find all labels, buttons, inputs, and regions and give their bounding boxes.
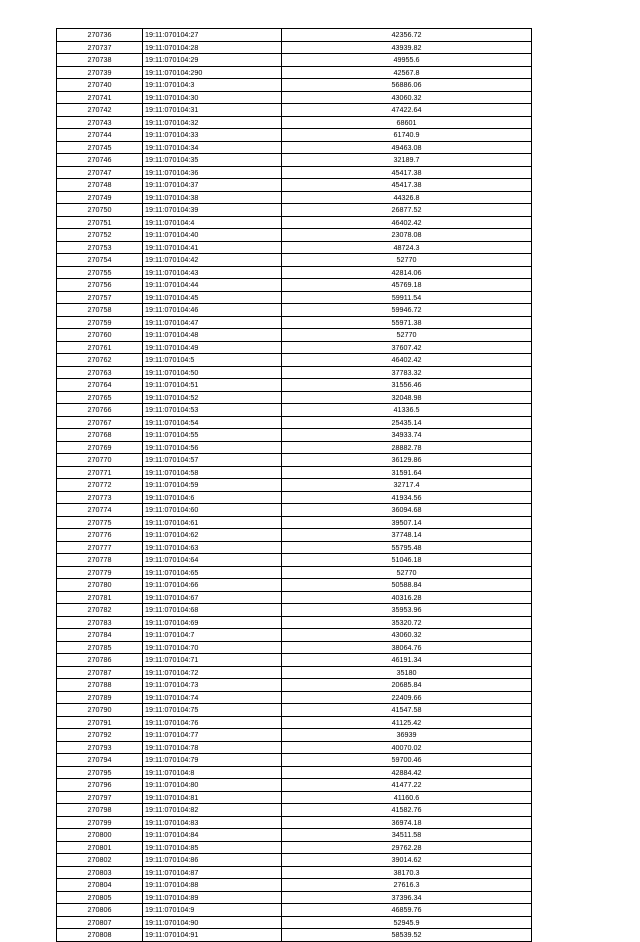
table-row (57, 541, 532, 554)
cadastral-number-cell: 19:11:070104:6 (143, 491, 282, 504)
row-id-cell: 270756 (57, 279, 143, 292)
value-cell: 49955.6 (282, 54, 532, 67)
table-row (57, 454, 532, 467)
table-row (57, 491, 532, 504)
row-id-cell: 270770 (57, 454, 143, 467)
value-cell: 38170.3 (282, 866, 532, 879)
cadastral-number-cell: 19:11:070104:87 (143, 866, 282, 879)
cadastral-number-cell: 19:11:070104:89 (143, 891, 282, 904)
row-id-cell: 270783 (57, 616, 143, 629)
row-id-cell: 270787 (57, 666, 143, 679)
row-id-cell: 270773 (57, 491, 143, 504)
cadastral-number-cell: 19:11:070104:47 (143, 316, 282, 329)
cadastral-number-cell: 19:11:070104:60 (143, 504, 282, 517)
table-row (57, 816, 532, 829)
value-cell: 43939.82 (282, 41, 532, 54)
value-cell: 41477.22 (282, 779, 532, 792)
cadastral-number-cell: 19:11:070104:74 (143, 691, 282, 704)
table-row (57, 241, 532, 254)
row-id-cell: 270736 (57, 29, 143, 42)
table-row (57, 891, 532, 904)
table-row (57, 166, 532, 179)
value-cell: 48724.3 (282, 241, 532, 254)
value-cell: 40316.28 (282, 591, 532, 604)
row-id-cell: 270808 (57, 929, 143, 942)
table-row (57, 879, 532, 892)
row-id-cell: 270746 (57, 154, 143, 167)
cadastral-number-cell: 19:11:070104:68 (143, 604, 282, 617)
row-id-cell: 270795 (57, 766, 143, 779)
value-cell: 39014.62 (282, 854, 532, 867)
row-id-cell: 270765 (57, 391, 143, 404)
value-cell: 51046.18 (282, 554, 532, 567)
table-row (57, 129, 532, 142)
row-id-cell: 270775 (57, 516, 143, 529)
table-row (57, 141, 532, 154)
value-cell: 43060.32 (282, 91, 532, 104)
value-cell: 35320.72 (282, 616, 532, 629)
table-row (57, 516, 532, 529)
table-row (57, 654, 532, 667)
value-cell: 59700.46 (282, 754, 532, 767)
row-id-cell: 270742 (57, 104, 143, 117)
row-id-cell: 270757 (57, 291, 143, 304)
row-id-cell: 270749 (57, 191, 143, 204)
cadastral-number-cell: 19:11:070104:27 (143, 29, 282, 42)
value-cell: 44326.8 (282, 191, 532, 204)
table-row (57, 304, 532, 317)
value-cell: 46859.76 (282, 904, 532, 917)
value-cell: 37396.34 (282, 891, 532, 904)
value-cell: 41336.5 (282, 404, 532, 417)
row-id-cell: 270738 (57, 54, 143, 67)
value-cell: 22409.66 (282, 691, 532, 704)
table-row (57, 466, 532, 479)
row-id-cell: 270748 (57, 179, 143, 192)
value-cell: 31591.64 (282, 466, 532, 479)
value-cell: 26877.52 (282, 204, 532, 217)
table-row (57, 116, 532, 129)
row-id-cell: 270800 (57, 829, 143, 842)
table-row (57, 904, 532, 917)
row-id-cell: 270801 (57, 841, 143, 854)
row-id-cell: 270743 (57, 116, 143, 129)
table-row (57, 354, 532, 367)
cadastral-number-cell: 19:11:070104:70 (143, 641, 282, 654)
row-id-cell: 270776 (57, 529, 143, 542)
table-row (57, 79, 532, 92)
table-row (57, 791, 532, 804)
table-row (57, 216, 532, 229)
cadastral-number-cell: 19:11:070104:7 (143, 629, 282, 642)
value-cell: 42814.06 (282, 266, 532, 279)
row-id-cell: 270741 (57, 91, 143, 104)
row-id-cell: 270769 (57, 441, 143, 454)
value-cell: 41125.42 (282, 716, 532, 729)
value-cell: 59911.54 (282, 291, 532, 304)
row-id-cell: 270771 (57, 466, 143, 479)
value-cell: 36974.18 (282, 816, 532, 829)
value-cell: 40070.02 (282, 741, 532, 754)
table-row (57, 579, 532, 592)
row-id-cell: 270737 (57, 41, 143, 54)
table-row (57, 316, 532, 329)
value-cell: 36094.68 (282, 504, 532, 517)
cadastral-number-cell: 19:11:070104:28 (143, 41, 282, 54)
cadastral-number-cell: 19:11:070104:83 (143, 816, 282, 829)
row-id-cell: 270744 (57, 129, 143, 142)
cadastral-number-cell: 19:11:070104:51 (143, 379, 282, 392)
row-id-cell: 270797 (57, 791, 143, 804)
row-id-cell: 270791 (57, 716, 143, 729)
cadastral-number-cell: 19:11:070104:46 (143, 304, 282, 317)
row-id-cell: 270780 (57, 579, 143, 592)
value-cell: 32048.98 (282, 391, 532, 404)
cadastral-number-cell: 19:11:070104:43 (143, 266, 282, 279)
table-row (57, 404, 532, 417)
cadastral-number-cell: 19:11:070104:78 (143, 741, 282, 754)
table-row (57, 604, 532, 617)
cadastral-number-cell: 19:11:070104:63 (143, 541, 282, 554)
cadastral-number-cell: 19:11:070104:33 (143, 129, 282, 142)
table-row (57, 929, 532, 942)
table-row (57, 29, 532, 42)
value-cell: 39507.14 (282, 516, 532, 529)
value-cell: 52770 (282, 254, 532, 267)
value-cell: 45417.38 (282, 179, 532, 192)
row-id-cell: 270740 (57, 79, 143, 92)
cadastral-number-cell: 19:11:070104:64 (143, 554, 282, 567)
cadastral-number-cell: 19:11:070104:36 (143, 166, 282, 179)
cadastral-number-cell: 19:11:070104:90 (143, 916, 282, 929)
value-cell: 56886.06 (282, 79, 532, 92)
row-id-cell: 270745 (57, 141, 143, 154)
table-row (57, 266, 532, 279)
value-cell: 58539.52 (282, 929, 532, 942)
row-id-cell: 270751 (57, 216, 143, 229)
cadastral-number-cell: 19:11:070104:8 (143, 766, 282, 779)
value-cell: 25435.14 (282, 416, 532, 429)
cadastral-number-cell: 19:11:070104:84 (143, 829, 282, 842)
value-cell: 68601 (282, 116, 532, 129)
cadastral-number-cell: 19:11:070104:69 (143, 616, 282, 629)
table-row (57, 441, 532, 454)
cadastral-number-cell: 19:11:070104:58 (143, 466, 282, 479)
row-id-cell: 270805 (57, 891, 143, 904)
row-id-cell: 270781 (57, 591, 143, 604)
table-row (57, 91, 532, 104)
value-cell: 42567.8 (282, 66, 532, 79)
table-row (57, 229, 532, 242)
table-row (57, 104, 532, 117)
value-cell: 52770 (282, 566, 532, 579)
table-row (57, 191, 532, 204)
table-row (57, 629, 532, 642)
cadastral-number-cell: 19:11:070104:30 (143, 91, 282, 104)
row-id-cell: 270774 (57, 504, 143, 517)
value-cell: 34511.58 (282, 829, 532, 842)
value-cell: 31556.46 (282, 379, 532, 392)
table-row (57, 341, 532, 354)
row-id-cell: 270789 (57, 691, 143, 704)
table-row (57, 154, 532, 167)
row-id-cell: 270777 (57, 541, 143, 554)
table-row (57, 429, 532, 442)
value-cell: 32189.7 (282, 154, 532, 167)
value-cell: 52770 (282, 329, 532, 342)
table-row (57, 754, 532, 767)
table-row (57, 66, 532, 79)
value-cell: 32717.4 (282, 479, 532, 492)
table-row (57, 366, 532, 379)
row-id-cell: 270799 (57, 816, 143, 829)
cadastral-number-cell: 19:11:070104:61 (143, 516, 282, 529)
row-id-cell: 270747 (57, 166, 143, 179)
row-id-cell: 270793 (57, 741, 143, 754)
value-cell: 61740.9 (282, 129, 532, 142)
value-cell: 45417.38 (282, 166, 532, 179)
cadastral-number-cell: 19:11:070104:39 (143, 204, 282, 217)
cadastral-number-cell: 19:11:070104:66 (143, 579, 282, 592)
value-cell: 37783.32 (282, 366, 532, 379)
value-cell: 36939 (282, 729, 532, 742)
value-cell: 41547.58 (282, 704, 532, 717)
row-id-cell: 270739 (57, 66, 143, 79)
row-id-cell: 270758 (57, 304, 143, 317)
value-cell: 50588.84 (282, 579, 532, 592)
row-id-cell: 270760 (57, 329, 143, 342)
table-row (57, 854, 532, 867)
table-row (57, 804, 532, 817)
cadastral-number-cell: 19:11:070104:62 (143, 529, 282, 542)
table-row (57, 779, 532, 792)
cadastral-number-cell: 19:11:070104:40 (143, 229, 282, 242)
cadastral-number-cell: 19:11:070104:42 (143, 254, 282, 267)
table-row (57, 704, 532, 717)
row-id-cell: 270807 (57, 916, 143, 929)
row-id-cell: 270796 (57, 779, 143, 792)
row-id-cell: 270788 (57, 679, 143, 692)
value-cell: 42884.42 (282, 766, 532, 779)
cadastral-number-cell: 19:11:070104:91 (143, 929, 282, 942)
cadastral-number-cell: 19:11:070104:71 (143, 654, 282, 667)
cadastral-number-cell: 19:11:070104:76 (143, 716, 282, 729)
value-cell: 52945.9 (282, 916, 532, 929)
value-cell: 45769.18 (282, 279, 532, 292)
table-row (57, 504, 532, 517)
cadastral-number-cell: 19:11:070104:54 (143, 416, 282, 429)
table-row (57, 391, 532, 404)
table-row (57, 41, 532, 54)
cadastral-number-cell: 19:11:070104:290 (143, 66, 282, 79)
value-cell: 35180 (282, 666, 532, 679)
table-row (57, 741, 532, 754)
cadastral-number-cell: 19:11:070104:4 (143, 216, 282, 229)
cadastral-number-cell: 19:11:070104:81 (143, 791, 282, 804)
value-cell: 38064.76 (282, 641, 532, 654)
cadastral-number-cell: 19:11:070104:48 (143, 329, 282, 342)
row-id-cell: 270782 (57, 604, 143, 617)
table-row (57, 566, 532, 579)
row-id-cell: 270792 (57, 729, 143, 742)
row-id-cell: 270806 (57, 904, 143, 917)
value-cell: 46402.42 (282, 216, 532, 229)
cadastral-number-cell: 19:11:070104:72 (143, 666, 282, 679)
value-cell: 59946.72 (282, 304, 532, 317)
table-row (57, 766, 532, 779)
table-row (57, 479, 532, 492)
cadastral-number-cell: 19:11:070104:41 (143, 241, 282, 254)
value-cell: 37748.14 (282, 529, 532, 542)
table-row (57, 841, 532, 854)
cadastral-number-cell: 19:11:070104:73 (143, 679, 282, 692)
value-cell: 27616.3 (282, 879, 532, 892)
row-id-cell: 270763 (57, 366, 143, 379)
cadastral-number-cell: 19:11:070104:67 (143, 591, 282, 604)
row-id-cell: 270761 (57, 341, 143, 354)
table-row (57, 416, 532, 429)
value-cell: 35953.96 (282, 604, 532, 617)
cadastral-number-cell: 19:11:070104:53 (143, 404, 282, 417)
table-row (57, 616, 532, 629)
cadastral-number-cell: 19:11:070104:45 (143, 291, 282, 304)
cadastral-number-cell: 19:11:070104:52 (143, 391, 282, 404)
table-row (57, 591, 532, 604)
value-cell: 43060.32 (282, 629, 532, 642)
row-id-cell: 270764 (57, 379, 143, 392)
cadastral-number-cell: 19:11:070104:85 (143, 841, 282, 854)
row-id-cell: 270804 (57, 879, 143, 892)
cadastral-number-cell: 19:11:070104:32 (143, 116, 282, 129)
cadastral-number-cell: 19:11:070104:75 (143, 704, 282, 717)
table-row (57, 179, 532, 192)
value-cell: 55795.48 (282, 541, 532, 554)
table-row (57, 204, 532, 217)
row-id-cell: 270752 (57, 229, 143, 242)
cadastral-number-cell: 19:11:070104:57 (143, 454, 282, 467)
cadastral-number-cell: 19:11:070104:55 (143, 429, 282, 442)
row-id-cell: 270750 (57, 204, 143, 217)
cadastral-number-cell: 19:11:070104:29 (143, 54, 282, 67)
value-cell: 41160.6 (282, 791, 532, 804)
table-row (57, 379, 532, 392)
cadastral-number-cell: 19:11:070104:79 (143, 754, 282, 767)
row-id-cell: 270766 (57, 404, 143, 417)
cadastral-number-cell: 19:11:070104:5 (143, 354, 282, 367)
row-id-cell: 270803 (57, 866, 143, 879)
value-cell: 47422.64 (282, 104, 532, 117)
row-id-cell: 270767 (57, 416, 143, 429)
row-id-cell: 270768 (57, 429, 143, 442)
table-row (57, 329, 532, 342)
cadastral-number-cell: 19:11:070104:9 (143, 904, 282, 917)
table-row (57, 279, 532, 292)
table-row (57, 829, 532, 842)
table-row (57, 916, 532, 929)
cadastral-number-cell: 19:11:070104:3 (143, 79, 282, 92)
table-row (57, 666, 532, 679)
value-cell: 36129.86 (282, 454, 532, 467)
value-cell: 20685.84 (282, 679, 532, 692)
cadastral-number-cell: 19:11:070104:65 (143, 566, 282, 579)
cadastral-number-cell: 19:11:070104:80 (143, 779, 282, 792)
table-row (57, 254, 532, 267)
cadastral-number-cell: 19:11:070104:38 (143, 191, 282, 204)
row-id-cell: 270785 (57, 641, 143, 654)
value-cell: 37607.42 (282, 341, 532, 354)
row-id-cell: 270778 (57, 554, 143, 567)
row-id-cell: 270794 (57, 754, 143, 767)
value-cell: 41934.56 (282, 491, 532, 504)
row-id-cell: 270784 (57, 629, 143, 642)
row-id-cell: 270802 (57, 854, 143, 867)
cadastral-number-cell: 19:11:070104:88 (143, 879, 282, 892)
row-id-cell: 270779 (57, 566, 143, 579)
value-cell: 46402.42 (282, 354, 532, 367)
cadastral-number-cell: 19:11:070104:49 (143, 341, 282, 354)
cadastral-number-cell: 19:11:070104:31 (143, 104, 282, 117)
row-id-cell: 270786 (57, 654, 143, 667)
table-body (57, 29, 532, 942)
cadastral-number-cell: 19:11:070104:37 (143, 179, 282, 192)
row-id-cell: 270755 (57, 266, 143, 279)
value-cell: 46191.34 (282, 654, 532, 667)
table-row (57, 866, 532, 879)
row-id-cell: 270753 (57, 241, 143, 254)
cadastral-number-cell: 19:11:070104:50 (143, 366, 282, 379)
row-id-cell: 270759 (57, 316, 143, 329)
cadastral-number-cell: 19:11:070104:35 (143, 154, 282, 167)
table-row (57, 716, 532, 729)
value-cell: 55971.38 (282, 316, 532, 329)
table-row (57, 529, 532, 542)
table-row (57, 54, 532, 67)
cadastral-number-cell: 19:11:070104:86 (143, 854, 282, 867)
row-id-cell: 270762 (57, 354, 143, 367)
cadastral-number-cell: 19:11:070104:56 (143, 441, 282, 454)
cadastral-number-cell: 19:11:070104:44 (143, 279, 282, 292)
cadastral-number-cell: 19:11:070104:77 (143, 729, 282, 742)
value-cell: 34933.74 (282, 429, 532, 442)
table-row (57, 641, 532, 654)
table-row (57, 729, 532, 742)
row-id-cell: 270798 (57, 804, 143, 817)
value-cell: 23078.08 (282, 229, 532, 242)
cadastral-number-cell: 19:11:070104:34 (143, 141, 282, 154)
row-id-cell: 270790 (57, 704, 143, 717)
value-cell: 41582.76 (282, 804, 532, 817)
table-row (57, 554, 532, 567)
table-row (57, 679, 532, 692)
cadastral-number-cell: 19:11:070104:82 (143, 804, 282, 817)
value-cell: 29762.28 (282, 841, 532, 854)
value-cell: 42356.72 (282, 29, 532, 42)
table-row (57, 691, 532, 704)
value-cell: 49463.08 (282, 141, 532, 154)
cadastral-number-cell: 19:11:070104:59 (143, 479, 282, 492)
cadastral-value-table (56, 28, 532, 942)
row-id-cell: 270754 (57, 254, 143, 267)
value-cell: 28882.78 (282, 441, 532, 454)
row-id-cell: 270772 (57, 479, 143, 492)
table-row (57, 291, 532, 304)
